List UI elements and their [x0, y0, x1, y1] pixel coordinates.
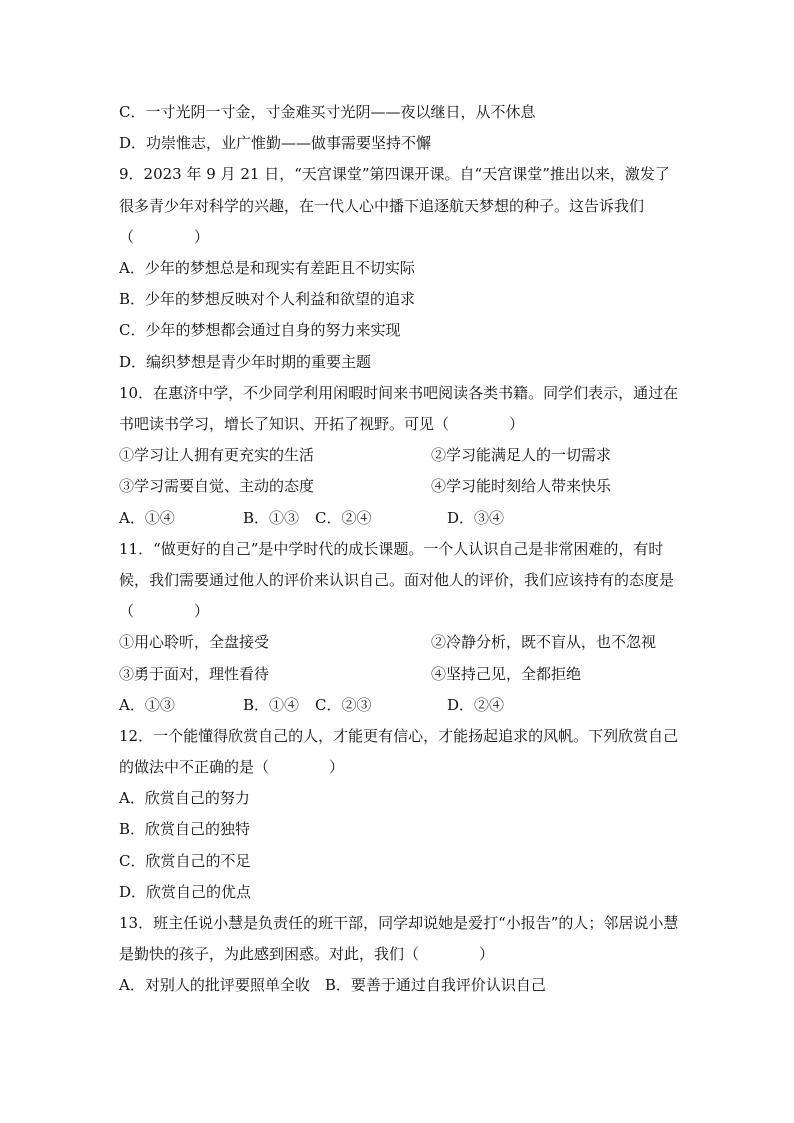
question-12-stem: 12．一个能懂得欣赏自己的人，才能更有信心，才能扬起追求的风帆。下列欣赏自己的做法中不正确的是（ ）: [119, 726, 679, 777]
question-9-stem: 9．2023 年 9 月 21 日，“天宫课堂”第四课开课。自“天宫课堂”推出以来，激发了很多青少年对科学的兴趣，在一代人心中播下追逐航天梦想的种子。这告诉我们（ ）: [119, 165, 670, 246]
q10-item-2: ②学习能满足人的一切需求: [431, 446, 612, 465]
q12-option-d: D．欣赏自己的优点: [119, 882, 252, 901]
option-line: D．功崇惟志，业广惟勤——做事需要坚持不懈: [119, 134, 432, 153]
q13-options-ab: A．对别人的批评要照单全收 B．要善于通过自我评价认识自己: [119, 976, 546, 995]
q10-item-1: ①学习让人拥有更充实的生活: [119, 446, 315, 465]
q11-choice-a: A．①③: [119, 695, 175, 714]
q10-choice-c: C．②④: [315, 508, 372, 527]
q11-item-4: ④坚持己见，全都拒绝: [431, 664, 582, 683]
q10-items-row: [119, 471, 679, 502]
q11-choices: [119, 690, 679, 721]
q12-option-a: A．欣赏自己的努力: [119, 789, 250, 808]
q11-item-2: ②冷静分析，既不盲从，也不忽视: [431, 633, 657, 652]
q10-choices: [119, 503, 679, 534]
question-11-stem: 11．“做更好的自己”是中学时代的成长课题。一个人认识自己是非常困难的，有时候，我们需要通过他人的评价来认识自己。面对他人的评价，我们应该持有的态度是（ ）: [119, 539, 675, 621]
q10-items-row: [119, 440, 679, 471]
q9-option-b: B．少年的梦想反映对个人利益和欲望的追求: [119, 290, 416, 309]
q12-option-c: C．欣赏自己的不足: [119, 851, 251, 870]
q9-option-d: D．编织梦想是青少年时期的重要主题: [119, 352, 372, 371]
question-13-stem: 13．班主任说小慧是负责任的班干部，同学却说她是爱打“小报告”的人；邻居说小慧是勤快的孩子，为此感到困惑。对此，我们（ ）: [119, 914, 679, 964]
q10-item-3: ③学习需要自觉、主动的态度: [119, 477, 315, 496]
option-line: C．一寸光阴一寸金，寸金难买寸光阴——夜以继日，从不休息: [119, 103, 536, 121]
q10-choice-d: D．③④: [447, 508, 505, 527]
q11-item-3: ③勇于面对，理性看待: [119, 664, 270, 683]
exam-content: [119, 97, 679, 1002]
q12-option-b: B．欣赏自己的独特: [119, 820, 251, 839]
q9-option-a: A．少年的梦想总是和现实有差距且不切实际: [119, 258, 415, 277]
q10-choice-b: B．①③: [243, 508, 300, 527]
q10-choice-a: A．①④: [119, 508, 175, 527]
q11-choice-d: D．②④: [447, 695, 505, 714]
q10-item-4: ④学习能时刻给人带来快乐: [431, 477, 612, 496]
question-10-stem: 10．在惠济中学，不少同学利用闲暇时间来书吧阅读各类书籍。同学们表示，通过在书吧读书学习，增长了知识、开拓了视野。可见（ ）: [119, 383, 679, 433]
q11-items-row: [119, 659, 679, 690]
q9-option-c: C．少年的梦想都会通过自身的努力来实现: [119, 321, 401, 340]
q11-choice-b: B．①④: [243, 695, 300, 714]
q11-item-1: ①用心聆听，全盘接受: [119, 633, 270, 652]
q11-choice-c: C．②③: [315, 695, 372, 714]
q11-items-row: [119, 627, 679, 658]
